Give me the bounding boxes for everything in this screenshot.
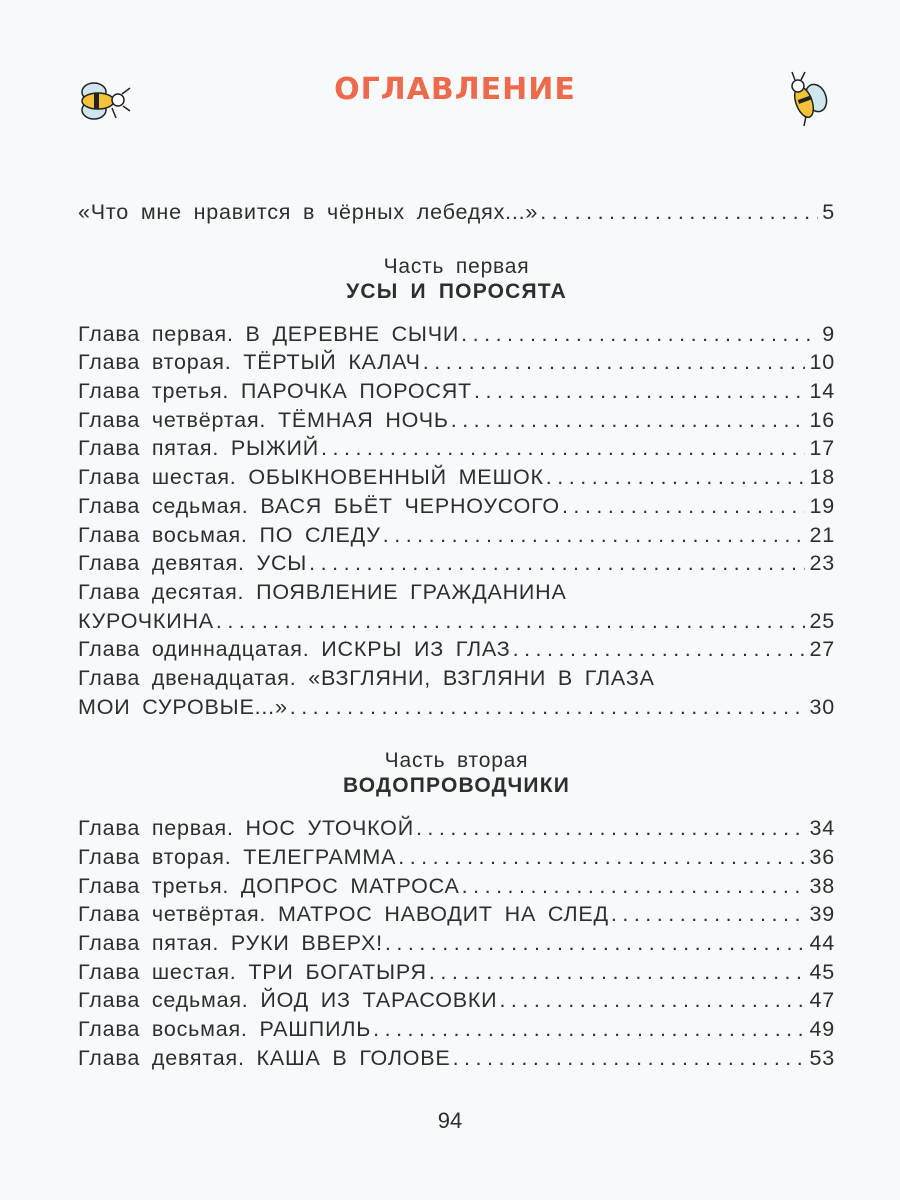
- toc-entry: [78, 843, 835, 872]
- entry-title: Глава третья. ДОПРОС МАТРОСА: [78, 873, 460, 898]
- entry-page: 25: [809, 608, 835, 633]
- part-heading: [78, 748, 835, 798]
- dot-leader: [453, 1044, 806, 1073]
- dot-leader: [423, 348, 806, 377]
- entry-title: Глава четвёртая. МАТРОС НАВОДИТ НА СЛЕД: [78, 902, 609, 927]
- entry-page: 9: [822, 321, 835, 346]
- dot-leader: [416, 814, 806, 843]
- toc-entry: [78, 607, 835, 636]
- entry-title: Глава седьмая. ВАСЯ БЬЁТ ЧЕРНОУСОГО: [78, 493, 560, 518]
- dot-leader: [451, 406, 806, 435]
- entry-title-line1: Глава двенадцатая. «ВЗГЛЯНИ, ВЗГЛЯНИ В ГЛАЗА: [78, 665, 655, 690]
- entry-page: 44: [809, 931, 835, 956]
- part-label: Часть вторая: [384, 749, 529, 773]
- entry-page: 19: [809, 493, 835, 518]
- entry-title: Глава первая. В ДЕРЕВНЕ СЫЧИ: [78, 321, 460, 346]
- entry-page: 30: [809, 694, 835, 719]
- toc-entry: [78, 872, 835, 901]
- toc-entry: [78, 1015, 835, 1044]
- toc-entry: [78, 549, 835, 578]
- entry-title: Глава шестая. ОБЫКНОВЕННЫЙ МЕШОК: [78, 465, 544, 490]
- entry-page: 14: [809, 379, 835, 404]
- entry-title: Глава первая. НОС УТОЧКОЙ: [78, 816, 414, 841]
- dot-leader: [461, 320, 818, 349]
- page-title: ОГЛАВЛЕНИЕ: [334, 72, 576, 107]
- entry-page: 34: [809, 816, 835, 841]
- toc-entry: [78, 929, 835, 958]
- dot-leader: [546, 463, 806, 492]
- toc-entry: [78, 377, 835, 406]
- entry-title: КУРОЧКИНА: [78, 608, 214, 633]
- toc-entry: [78, 320, 835, 349]
- entry-title: Глава четвёртая. ТЁМНАЯ НОЧЬ: [78, 407, 449, 432]
- dot-leader: [385, 929, 806, 958]
- entry-title: Глава седьмая. ЙОД ИЗ ТАРАСОВКИ: [78, 988, 498, 1013]
- toc-entry: [78, 635, 835, 664]
- dot-leader: [513, 635, 806, 664]
- toc-entry: [78, 986, 835, 1015]
- entry-page: 10: [809, 350, 835, 375]
- dot-leader: [373, 1015, 805, 1044]
- dot-leader: [383, 521, 806, 550]
- entry-page: 47: [809, 988, 835, 1013]
- entry-title: Глава девятая. УСЫ: [78, 551, 308, 576]
- toc-entry-intro: [78, 198, 835, 227]
- dot-leader: [216, 607, 806, 636]
- entry-page: 38: [809, 873, 835, 898]
- dot-leader: [540, 198, 818, 227]
- entry-title: Глава восьмая. ПО СЛЕДУ: [78, 522, 381, 547]
- entry-title: Глава пятая. РЫЖИЙ: [78, 436, 320, 461]
- entry-page: 36: [809, 845, 835, 869]
- part-label: Часть первая: [383, 254, 530, 278]
- entry-page: 39: [809, 902, 835, 927]
- entry-title: МОИ СУРОВЫЕ...»: [78, 694, 288, 719]
- entry-title-line1: Глава десятая. ПОЯВЛЕНИЕ ГРАЖДАНИНА: [78, 579, 567, 604]
- entry-page: 16: [809, 407, 835, 432]
- entry-title: Глава шестая. ТРИ БОГАТЫРЯ: [78, 959, 427, 984]
- toc-entry: [78, 492, 835, 521]
- toc-entry: [78, 958, 835, 987]
- part-heading: [78, 254, 835, 304]
- dot-leader: [398, 843, 805, 872]
- entry-title: Глава пятая. РУКИ ВВЕРХ!: [78, 931, 383, 956]
- part-title: ВОДОПРОВОДЧИКИ: [342, 774, 571, 798]
- dot-leader: [562, 492, 806, 521]
- table-of-contents: [78, 198, 835, 1073]
- dot-leader: [499, 986, 805, 1015]
- dot-leader: [474, 377, 806, 406]
- dot-leader: [611, 900, 806, 929]
- entry-title: Глава вторая. ТЁРТЫЙ КАЛАЧ: [78, 350, 421, 375]
- entry-page: 21: [809, 522, 835, 547]
- entry-page: 18: [809, 465, 835, 490]
- dot-leader: [290, 693, 806, 722]
- toc-entry: [78, 814, 835, 843]
- entry-page: 27: [809, 637, 835, 662]
- entry-page: 49: [809, 1017, 835, 1042]
- toc-entry: [78, 900, 835, 929]
- toc-entry: [78, 434, 835, 463]
- dot-leader: [429, 958, 806, 987]
- toc-entry: [78, 1044, 835, 1073]
- entry-page: 5: [822, 200, 835, 224]
- entry-page: 45: [809, 959, 835, 984]
- toc-entry: [78, 348, 835, 377]
- toc-entry: [78, 693, 835, 722]
- page-number: 94: [437, 1108, 463, 1133]
- dot-leader: [321, 434, 805, 463]
- entry-title: Глава вторая. ТЕЛЕГРАММА: [78, 845, 397, 869]
- dot-leader: [309, 549, 805, 578]
- toc-entry: [78, 521, 835, 550]
- entry-title: Глава восьмая. РАШПИЛЬ: [78, 1017, 372, 1042]
- toc-entry: [78, 406, 835, 435]
- entry-title: Глава третья. ПАРОЧКА ПОРОСЯТ: [78, 379, 472, 404]
- toc-entry: [78, 463, 835, 492]
- entry-page: 17: [809, 436, 835, 461]
- dot-leader: [462, 872, 806, 901]
- entry-title: «Что мне нравится в чёрных лебедях...»: [78, 200, 539, 224]
- entry-title: Глава девятая. КАША В ГОЛОВЕ: [78, 1045, 451, 1070]
- entry-page: 53: [809, 1045, 835, 1070]
- entry-page: 23: [809, 551, 835, 576]
- part-title: УСЫ И ПОРОСЯТА: [346, 279, 567, 303]
- entry-title: Глава одиннадцатая. ИСКРЫ ИЗ ГЛАЗ: [78, 637, 511, 662]
